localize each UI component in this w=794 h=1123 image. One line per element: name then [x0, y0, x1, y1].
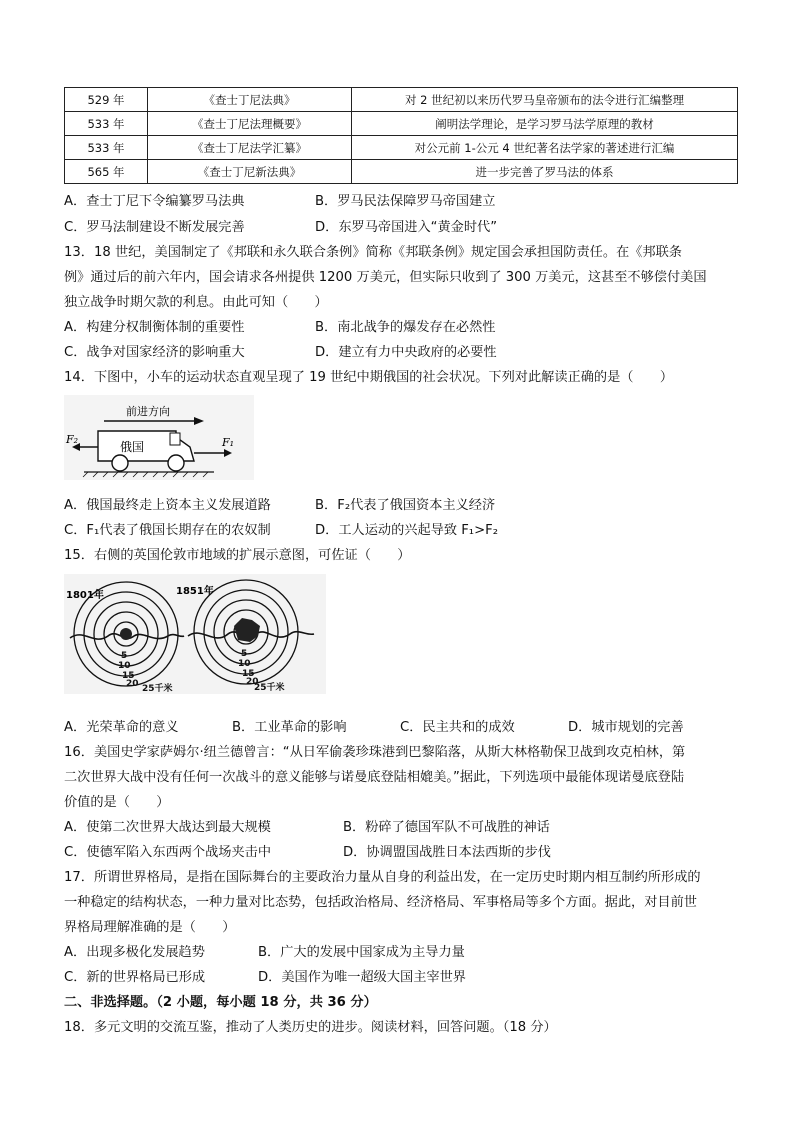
q15-option-b: B．工业革命的影响: [232, 720, 347, 735]
q16-stem-line3: 价值的是（ ）: [64, 795, 170, 810]
q17-option-a: A．出现多极化发展趋势: [64, 945, 205, 960]
q13-stem-line3: 独立战争时期欠款的利息。由此可知（ ）: [64, 295, 328, 310]
q14-option-b: B．F₂代表了俄国资本主义经济: [315, 498, 496, 513]
q17-stem-line3: 界格局理解准确的是（ ）: [64, 920, 236, 935]
q16-option-d: D．协调盟国战胜日本法西斯的步伐: [343, 845, 551, 860]
q17-option-c: C．新的世界格局已形成: [64, 970, 206, 985]
q15-stem: 15．右侧的英国伦敦市地域的扩展示意图，可佐证（ ）: [64, 548, 411, 563]
table-cell-year: 529 年: [65, 88, 148, 112]
q14-option-c: C．F₁代表了俄国长期存在的农奴制: [64, 523, 271, 538]
table-row: [65, 112, 738, 136]
q14-option-d: D．工人运动的兴起导致 F₁>F₂: [315, 523, 499, 538]
car-label: 俄国: [120, 440, 145, 454]
svg-text:25千米: 25千米: [254, 683, 285, 693]
q16-option-a: A．使第二次世界大战达到最大规模: [64, 820, 271, 835]
q12-option-b: B．罗马民法保障罗马帝国建立: [315, 194, 496, 209]
table-cell-name: 《查士丁尼新法典》: [148, 160, 352, 184]
q12-option-c: C．罗马法制建设不断发展完善: [64, 220, 245, 235]
table-cell-year: 533 年: [65, 136, 148, 160]
q16-stem-line1: 16．美国史学家萨姆尔·纽兰德曾言：“从日军偷袭珍珠港到巴黎陷落，从斯大林格勒保卫战到攻克柏林，第: [64, 745, 686, 760]
q13-stem-line1: 13．18 世纪，美国制定了《邦联和永久联合条例》简称《邦联条例》规定国会承担国防责任。在《邦联条: [64, 245, 682, 260]
table-row: [65, 160, 738, 184]
table-cell-description: 进一步完善了罗马法的体系: [352, 160, 738, 184]
q13-option-b: B．南北战争的爆发存在必然性: [315, 320, 496, 335]
q13-stem-line2: 例》通过后的前六年内，国会请求各州提供 1200 万美元，但实际只收到了 300 万美元，这甚至不够偿付美国: [64, 270, 707, 285]
q17-option-b: B．广大的发展中国家成为主导力量: [258, 945, 465, 960]
car-wheel-rear: [112, 455, 128, 471]
q17-stem-line1: 17．所谓世界格局，是指在国际舞台的主要政治力量从自身的利益出发，在一定历史时期内相互制约所形成的: [64, 870, 701, 885]
q18-stem: 18．多元文明的交流互鉴，推动了人类历史的进步。阅读材料，回答问题。（18 分）: [64, 1020, 557, 1035]
q12-option-a: A．查士丁尼下令编纂罗马法典: [64, 194, 245, 209]
svg-text:20: 20: [126, 679, 139, 689]
car-wheel-front: [168, 455, 184, 471]
svg-text:5: 5: [121, 651, 128, 661]
q13-option-c: C．战争对国家经济的影响重大: [64, 345, 245, 360]
q15-option-d: D．城市规划的完善: [568, 720, 684, 735]
f2-label: F₂: [66, 433, 79, 446]
table-cell-description: 对 2 世纪初以来历代罗马皇帝颁布的法令进行汇编整理: [352, 88, 738, 112]
q13-option-d: D．建立有力中央政府的必要性: [315, 345, 497, 360]
q15-option-c: C．民主共和的成效: [400, 720, 515, 735]
q17-option-d: D．美国作为唯一超级大国主宰世界: [258, 970, 466, 985]
q14-option-a: A．俄国最终走上资本主义发展道路: [64, 498, 271, 513]
svg-text:10: 10: [118, 661, 131, 671]
q17-stem-line2: 一种稳定的结构状态，一种力量对比态势，包括政治格局、经济格局、军事格局等多个方面。据此，对目前世: [64, 895, 697, 910]
svg-text:15: 15: [122, 671, 135, 681]
svg-text:5: 5: [241, 649, 248, 659]
map-1801-urban-area: [120, 628, 132, 640]
q16-option-b: B．粉碎了德国军队不可战胜的神话: [343, 820, 550, 835]
car-window: [170, 433, 180, 445]
table-cell-year: 565 年: [65, 160, 148, 184]
svg-text:10: 10: [238, 659, 251, 669]
table-cell-description: 对公元前 1-公元 4 世纪著名法学家的著述进行汇编: [352, 136, 738, 160]
table-cell-name: 《查士丁尼法典》: [148, 88, 352, 112]
q12-option-d: D．东罗马帝国进入“黄金时代”: [315, 220, 498, 235]
table-cell-name: 《查士丁尼法学汇纂》: [148, 136, 352, 160]
map-1801-year: 1801年: [66, 590, 104, 601]
map-1851-year: 1851年: [176, 586, 214, 597]
q16-option-c: C．使德军陷入东西两个战场夹击中: [64, 845, 272, 860]
svg-text:15: 15: [242, 669, 255, 679]
f1-label: F₁: [222, 436, 235, 449]
table-cell-year: 533 年: [65, 112, 148, 136]
section-2-heading: 二、非选择题。（2 小题，每小题 18 分，共 36 分）: [64, 995, 377, 1010]
q14-stem: 14．下图中，小车的运动状态直观呈现了 19 世纪中期俄国的社会状况。下列对此解读正确的是（ ）: [64, 370, 674, 385]
law-table: [64, 87, 738, 184]
table-cell-description: 阐明法学理论，是学习罗马法学原理的教材: [352, 112, 738, 136]
q15-option-a: A．光荣革命的意义: [64, 720, 179, 735]
q14-car-diagram: [64, 395, 254, 480]
table-cell-name: 《查士丁尼法理概要》: [148, 112, 352, 136]
q15-london-map: [64, 574, 326, 694]
q13-option-a: A．构建分权制衡体制的重要性: [64, 320, 245, 335]
svg-text:20: 20: [246, 677, 259, 687]
q16-stem-line2: 二次世界大战中没有任何一次战斗的意义能够与诺曼底登陆相媲美。”据此，下列选项中最能体现诺曼底登陆: [64, 770, 685, 785]
table-row: [65, 136, 738, 160]
table-row: [65, 88, 738, 112]
svg-text:25千米: 25千米: [142, 684, 173, 694]
direction-label: 前进方向: [126, 405, 170, 418]
